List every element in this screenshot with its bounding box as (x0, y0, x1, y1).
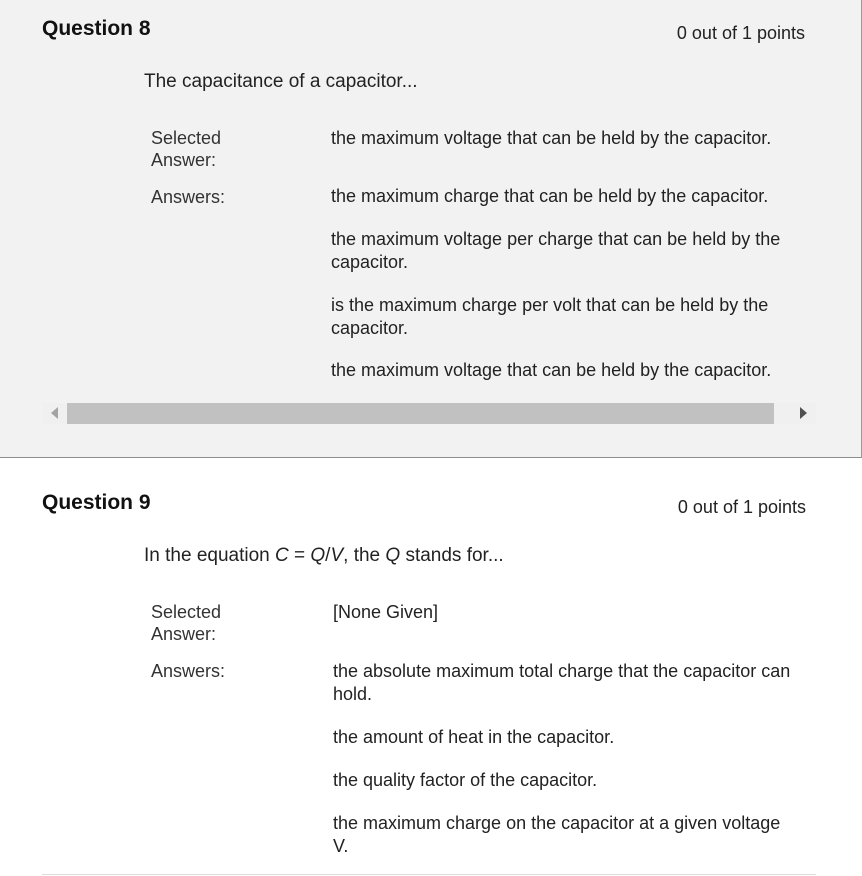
right-arrow-icon[interactable] (800, 407, 807, 419)
answer-option (333, 660, 790, 706)
horizontal-scrollbar[interactable] (42, 403, 816, 424)
question-text-part: / (325, 545, 331, 566)
selected-answer-clip (331, 126, 817, 156)
left-arrow-icon[interactable] (51, 407, 58, 419)
question-9-text (144, 545, 504, 567)
selected-answer-label (151, 601, 221, 645)
equation-symbol-q: Q (310, 545, 326, 566)
answers-label: Answers: (151, 661, 226, 681)
equation-symbol-c: C (275, 545, 289, 566)
question-9-panel (0, 458, 862, 876)
answer-line: the maximum charge that can be held by the capacitor. (331, 186, 769, 206)
answer-option (333, 769, 597, 792)
answer-option (331, 294, 768, 340)
selected-label-line-1: Selected (151, 602, 222, 622)
symbol-q: Q (385, 545, 401, 566)
question-text-part: , the (343, 545, 386, 566)
question-text-part: In the equation (144, 545, 275, 566)
answer-line: capacitor. (331, 318, 409, 338)
answer-option (331, 228, 780, 274)
selected-label-line-2: Answer: (151, 624, 217, 644)
answer-option (333, 812, 780, 858)
selected-label-line-1: Selected (151, 128, 222, 148)
answer-line: hold. (333, 684, 373, 704)
answer-line: the absolute maximum total charge that the capacitor can (333, 661, 791, 681)
equation-symbol-v: V (330, 545, 344, 566)
answer-line: capacitor. (331, 252, 409, 272)
question-8-text: The capacitance of a capacitor... (144, 71, 418, 92)
selected-answer-label (151, 127, 221, 171)
answer-line: V. (333, 836, 349, 856)
answer-line: the amount of heat in the capacitor. (333, 727, 615, 747)
selected-label-line-2: Answer: (151, 150, 217, 170)
question-9-title: Question 9 (42, 491, 151, 514)
selected-answer: [None Given] (333, 602, 439, 622)
section-divider (42, 874, 816, 875)
question-8-points: 0 out of 1 points (676, 23, 805, 43)
selected-answer: the maximum voltage that can be held by the capacitor. (331, 128, 772, 148)
answer-option (333, 726, 614, 749)
answer-line: is the maximum charge per volt that can be held by the (331, 295, 769, 315)
answer-option (331, 359, 771, 382)
answer-line: the quality factor of the capacitor. (333, 770, 598, 790)
question-text-part: = (288, 545, 311, 566)
question-8-title: Question 8 (42, 17, 151, 40)
answer-line: the maximum voltage that can be held by the capacitor. (331, 360, 772, 380)
answer-option (331, 185, 768, 208)
answers-label: Answers: (151, 187, 226, 207)
answers-list (333, 659, 817, 869)
question-text-part: stands for... (400, 545, 504, 566)
answer-line: the maximum voltage per charge that can be held by the (331, 229, 781, 249)
question-9-points: 0 out of 1 points (677, 497, 806, 517)
answers-list (331, 184, 817, 394)
answer-line: the maximum charge on the capacitor at a given voltage (333, 813, 781, 833)
scrollbar-thumb[interactable] (67, 403, 774, 424)
